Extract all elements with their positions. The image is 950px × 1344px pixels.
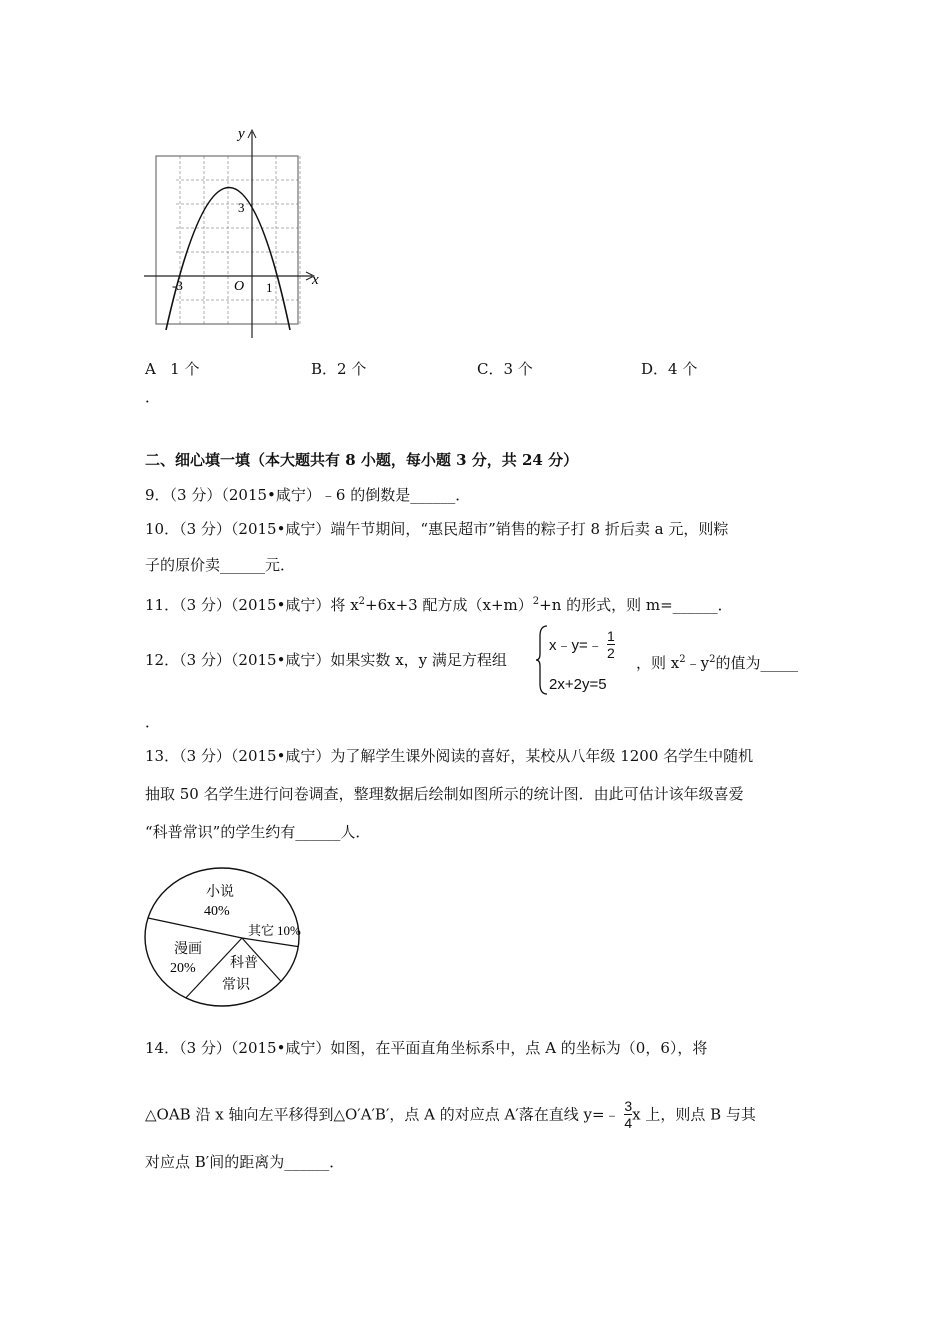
parabola-graph <box>140 120 330 345</box>
fraction-one-half <box>607 628 615 661</box>
pie-chart <box>142 866 312 1012</box>
pie-divider-1 <box>242 938 298 947</box>
graph-grid <box>176 156 300 324</box>
graph-frame <box>156 156 298 324</box>
question-14-line2 <box>145 1098 756 1131</box>
x-tick-neg3: -3 <box>172 278 183 293</box>
q12-part4: 的值为_____ <box>715 654 798 672</box>
slice-label-science <box>222 954 262 993</box>
option-b: B．2 个 <box>311 360 367 378</box>
system-brace <box>535 624 549 696</box>
q11-sup2: 2 <box>532 596 540 607</box>
option-trailing-dot: ． <box>145 388 161 406</box>
question-13-line1: 13．（3 分）（2015•咸宁）为了解学生课外阅读的喜好，某校从八年级 1200 名学生中随机 <box>145 747 754 765</box>
question-11 <box>145 592 733 615</box>
fraction-numerator: 1 <box>606 628 615 644</box>
slice-value-other: 10% <box>277 923 301 938</box>
section2-heading: 二、细心填一填（本大题共有 8 小题，每小题 3 分，共 24 分） <box>145 451 579 469</box>
question-12-dot: ． <box>145 713 161 731</box>
q14-part2: x 上，则点 B 与其 <box>632 1105 756 1124</box>
fraction-numerator: 3 <box>624 1098 633 1114</box>
system-equation-1 <box>549 628 615 661</box>
x-axis-label: x <box>312 272 319 288</box>
fraction-three-quarters <box>624 1098 632 1131</box>
q12-part3: ﹣y <box>685 654 710 672</box>
option-d: D．4 个 <box>641 360 698 378</box>
question-10-line2: 子的原价卖______元． <box>145 556 296 574</box>
slice-label-novel: 小说 <box>206 885 234 900</box>
q12-sup2: 2 <box>709 654 716 665</box>
q11-part2: +6x+3 配方成（x+m） <box>365 596 533 614</box>
q11-part1: 11．（3 分）（2015•咸宁）将 x <box>145 596 359 614</box>
question-9: 9．（3 分）（2015•咸宁）﹣6 的倒数是______． <box>145 486 471 504</box>
slice-label-comic: 漫画 <box>174 942 202 957</box>
option-c: C．3 个 <box>477 360 533 378</box>
slice-label-science-line1: 科普 <box>230 956 258 971</box>
slice-label-other: 其它 <box>248 923 275 938</box>
question-10-line1: 10．（3 分）（2015•咸宁）端午节期间，“惠民超市”销售的粽子打 8 折后卖 a 元，则粽 <box>145 520 729 538</box>
question-14-line3: 对应点 B′间的距离为______． <box>145 1153 345 1171</box>
q12-part2: ，则 x <box>636 654 680 672</box>
y-axis-label: y <box>238 126 245 142</box>
slice-label-science-line2: 常识 <box>222 978 250 993</box>
q14-part1: △OAB 沿 x 轴向左平移得到△O′A′B′，点 A 的对应点 A′落在直线 y=﹣ <box>145 1105 620 1124</box>
question-12-prefix: 12．（3 分）（2015•咸宁）如果实数 x，y 满足方程组 <box>145 651 507 669</box>
q12-sup1: 2 <box>679 654 686 665</box>
y-tick-3: 3 <box>238 200 245 215</box>
question-14-line1: 14．（3 分）（2015•咸宁）如图，在平面直角坐标系中，点 A 的坐标为（0，6），将 <box>145 1039 708 1057</box>
option-a: A 1 个 <box>145 360 200 378</box>
slice-value-novel: 40% <box>204 904 230 919</box>
origin-label: O <box>234 279 245 294</box>
question-13-line2: 抽取 50 名学生进行问卷调查，整理数据后绘制如图所示的统计图．由此可估计该年级喜爱 <box>145 785 744 803</box>
fraction-denominator: 4 <box>624 1115 633 1131</box>
system-equation-2: 2x+2y=5 <box>549 676 607 693</box>
fraction-denominator: 2 <box>606 645 615 661</box>
question-12-suffix <box>636 650 798 673</box>
q11-sup1: 2 <box>358 596 366 607</box>
slice-value-comic: 20% <box>170 961 196 976</box>
x-tick-1: 1 <box>266 280 273 295</box>
q11-part3: +n 的形式，则 m=______． <box>539 596 733 614</box>
eq1-left: x﹣y=﹣ <box>549 637 603 654</box>
pie-divider-4 <box>148 918 242 938</box>
question-13-line3: “科普常识”的学生约有______人． <box>145 823 371 841</box>
